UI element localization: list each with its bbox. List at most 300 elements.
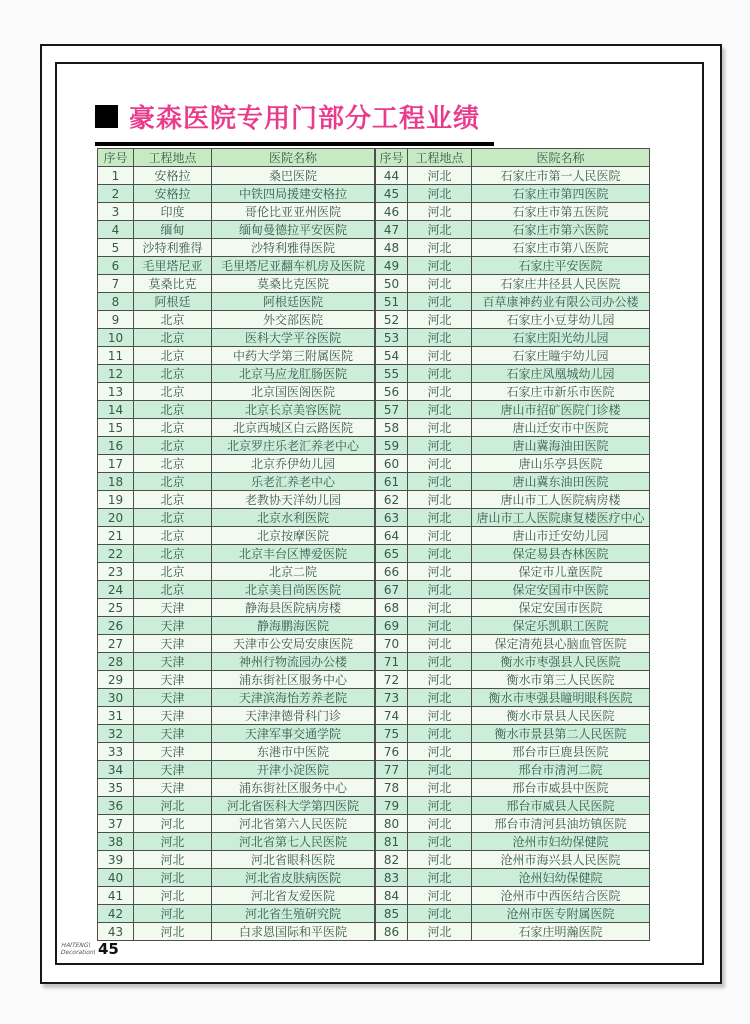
location-cell: 河北 bbox=[408, 437, 472, 455]
title-bullet-square bbox=[95, 105, 118, 128]
row-number-cell: 42 bbox=[98, 905, 134, 923]
table-row bbox=[376, 509, 650, 527]
hospital-name-cell: 石家庄井径县人民医院 bbox=[472, 275, 650, 293]
location-cell: 北京 bbox=[134, 563, 212, 581]
table-row bbox=[98, 293, 375, 311]
hospital-name-cell: 缅甸曼德拉平安医院 bbox=[212, 221, 375, 239]
location-cell: 天津 bbox=[134, 707, 212, 725]
table-row bbox=[98, 221, 375, 239]
hospital-name-cell: 北京长京美容医院 bbox=[212, 401, 375, 419]
row-number-cell: 1 bbox=[98, 167, 134, 185]
location-cell: 北京 bbox=[134, 365, 212, 383]
table-row bbox=[98, 455, 375, 473]
table-row bbox=[98, 473, 375, 491]
row-number-cell: 80 bbox=[376, 815, 408, 833]
location-cell: 河北 bbox=[408, 761, 472, 779]
table-row bbox=[98, 851, 375, 869]
row-number-cell: 25 bbox=[98, 599, 134, 617]
location-cell: 北京 bbox=[134, 491, 212, 509]
row-number-cell: 65 bbox=[376, 545, 408, 563]
table-row bbox=[376, 743, 650, 761]
hospital-name-cell: 沧州市妇幼保健院 bbox=[472, 833, 650, 851]
hospital-name-cell: 石家庄市第五医院 bbox=[472, 203, 650, 221]
table-row bbox=[376, 347, 650, 365]
location-cell: 北京 bbox=[134, 437, 212, 455]
row-number-cell: 70 bbox=[376, 635, 408, 653]
location-cell: 河北 bbox=[408, 383, 472, 401]
hospital-name-cell: 中药大学第三附属医院 bbox=[212, 347, 375, 365]
location-cell: 河北 bbox=[408, 851, 472, 869]
hospital-name-cell: 神州行物流园办公楼 bbox=[212, 653, 375, 671]
table-row bbox=[98, 761, 375, 779]
table-row bbox=[98, 437, 375, 455]
row-number-cell: 27 bbox=[98, 635, 134, 653]
row-number-cell: 26 bbox=[98, 617, 134, 635]
hospital-name-cell: 衡水市景县第二人民医院 bbox=[472, 725, 650, 743]
row-number-cell: 41 bbox=[98, 887, 134, 905]
hospital-name-cell: 北京美目尚医医院 bbox=[212, 581, 375, 599]
hospital-name-cell: 毛里塔尼亚翻车机房及医院 bbox=[212, 257, 375, 275]
location-cell: 河北 bbox=[408, 671, 472, 689]
table-row bbox=[376, 437, 650, 455]
location-cell: 河北 bbox=[408, 347, 472, 365]
table-row bbox=[98, 185, 375, 203]
table-row bbox=[376, 473, 650, 491]
location-cell: 天津 bbox=[134, 725, 212, 743]
row-number-cell: 15 bbox=[98, 419, 134, 437]
row-number-cell: 28 bbox=[98, 653, 134, 671]
table-row bbox=[98, 815, 375, 833]
row-number-cell: 29 bbox=[98, 671, 134, 689]
row-number-cell: 50 bbox=[376, 275, 408, 293]
hospital-name-cell: 天津军事交通学院 bbox=[212, 725, 375, 743]
row-number-cell: 39 bbox=[98, 851, 134, 869]
row-number-cell: 77 bbox=[376, 761, 408, 779]
row-number-cell: 2 bbox=[98, 185, 134, 203]
table-row bbox=[376, 239, 650, 257]
hospital-name-cell: 河北省第六人民医院 bbox=[212, 815, 375, 833]
hospital-name-cell: 浦东街社区服务中心 bbox=[212, 671, 375, 689]
hospital-name-cell: 莫桑比克医院 bbox=[212, 275, 375, 293]
row-number-cell: 68 bbox=[376, 599, 408, 617]
row-number-cell: 57 bbox=[376, 401, 408, 419]
row-number-cell: 11 bbox=[98, 347, 134, 365]
hospital-name-cell: 保定安国市医院 bbox=[472, 599, 650, 617]
table-row bbox=[376, 671, 650, 689]
hospital-name-cell: 外交部医院 bbox=[212, 311, 375, 329]
row-number-cell: 63 bbox=[376, 509, 408, 527]
table-row bbox=[98, 509, 375, 527]
hospital-name-cell: 北京罗庄乐老汇养老中心 bbox=[212, 437, 375, 455]
hospital-name-cell: 唐山市招矿医院门诊楼 bbox=[472, 401, 650, 419]
table-row bbox=[376, 203, 650, 221]
location-cell: 北京 bbox=[134, 329, 212, 347]
hospital-name-cell: 沧州妇幼保健院 bbox=[472, 869, 650, 887]
hospital-name-cell: 老教协天洋幼儿园 bbox=[212, 491, 375, 509]
row-number-cell: 52 bbox=[376, 311, 408, 329]
hospital-name-cell: 白求恩国际和平医院 bbox=[212, 923, 375, 941]
table-row bbox=[376, 383, 650, 401]
hospital-name-cell: 河北省生殖研究院 bbox=[212, 905, 375, 923]
table-row bbox=[98, 239, 375, 257]
location-cell: 河北 bbox=[408, 419, 472, 437]
hospital-name-cell: 沙特利雅得医院 bbox=[212, 239, 375, 257]
table-row bbox=[98, 545, 375, 563]
col-header-hospital: 医院名称 bbox=[212, 149, 375, 167]
row-number-cell: 3 bbox=[98, 203, 134, 221]
table-row bbox=[376, 581, 650, 599]
row-number-cell: 18 bbox=[98, 473, 134, 491]
row-number-cell: 21 bbox=[98, 527, 134, 545]
hospital-name-cell: 石家庄市第一人民医院 bbox=[472, 167, 650, 185]
location-cell: 河北 bbox=[408, 401, 472, 419]
location-cell: 北京 bbox=[134, 473, 212, 491]
table-row bbox=[376, 563, 650, 581]
hospital-name-cell: 哥伦比亚亚州医院 bbox=[212, 203, 375, 221]
hospital-name-cell: 石家庄市新乐市医院 bbox=[472, 383, 650, 401]
hospital-name-cell: 北京按摩医院 bbox=[212, 527, 375, 545]
table-row bbox=[376, 887, 650, 905]
location-cell: 河北 bbox=[408, 203, 472, 221]
table-row bbox=[376, 635, 650, 653]
brand-logo-line1: HAITENG\ bbox=[61, 942, 91, 950]
location-cell: 缅甸 bbox=[134, 221, 212, 239]
table-row bbox=[98, 599, 375, 617]
table-row bbox=[376, 689, 650, 707]
row-number-cell: 82 bbox=[376, 851, 408, 869]
table-row bbox=[376, 401, 650, 419]
table-row bbox=[98, 581, 375, 599]
row-number-cell: 59 bbox=[376, 437, 408, 455]
hospital-name-cell: 沧州市海兴县人民医院 bbox=[472, 851, 650, 869]
table-row bbox=[376, 311, 650, 329]
hospital-name-cell: 北京西城区白云路医院 bbox=[212, 419, 375, 437]
hospital-name-cell: 河北省皮肤病医院 bbox=[212, 869, 375, 887]
hospital-name-cell: 唐山市工人医院病房楼 bbox=[472, 491, 650, 509]
table-row bbox=[376, 797, 650, 815]
location-cell: 阿根廷 bbox=[134, 293, 212, 311]
row-number-cell: 24 bbox=[98, 581, 134, 599]
hospital-name-cell: 邢台市威县中医院 bbox=[472, 779, 650, 797]
hospital-name-cell: 医科大学平谷医院 bbox=[212, 329, 375, 347]
table-row bbox=[98, 527, 375, 545]
location-cell: 河北 bbox=[408, 293, 472, 311]
table-row bbox=[98, 329, 375, 347]
row-number-cell: 17 bbox=[98, 455, 134, 473]
table-row bbox=[376, 293, 650, 311]
table-row bbox=[376, 617, 650, 635]
table-row bbox=[376, 491, 650, 509]
row-number-cell: 6 bbox=[98, 257, 134, 275]
location-cell: 河北 bbox=[408, 707, 472, 725]
col-header-no: 序号 bbox=[376, 149, 408, 167]
table-row bbox=[98, 869, 375, 887]
location-cell: 河北 bbox=[134, 815, 212, 833]
table-row bbox=[376, 185, 650, 203]
location-cell: 河北 bbox=[134, 923, 212, 941]
location-cell: 北京 bbox=[134, 311, 212, 329]
table-row bbox=[376, 725, 650, 743]
hospital-name-cell: 中铁四局援建安格拉 bbox=[212, 185, 375, 203]
table-row bbox=[376, 815, 650, 833]
hospital-name-cell: 唐山冀海油田医院 bbox=[472, 437, 650, 455]
location-cell: 河北 bbox=[408, 653, 472, 671]
row-number-cell: 67 bbox=[376, 581, 408, 599]
location-cell: 河北 bbox=[408, 185, 472, 203]
hospital-name-cell: 天津滨海怡芳养老院 bbox=[212, 689, 375, 707]
hospital-name-cell: 石家庄阳光幼儿园 bbox=[472, 329, 650, 347]
row-number-cell: 45 bbox=[376, 185, 408, 203]
location-cell: 天津 bbox=[134, 779, 212, 797]
hospital-name-cell: 北京乔伊幼儿园 bbox=[212, 455, 375, 473]
table-row bbox=[98, 203, 375, 221]
hospital-name-cell: 天津市公安局安康医院 bbox=[212, 635, 375, 653]
table-row bbox=[98, 653, 375, 671]
col-header-hospital: 医院名称 bbox=[472, 149, 650, 167]
table-row bbox=[376, 221, 650, 239]
hospital-name-cell: 开津小淀医院 bbox=[212, 761, 375, 779]
location-cell: 河北 bbox=[408, 545, 472, 563]
hospital-name-cell: 衡水市枣强县人民医院 bbox=[472, 653, 650, 671]
table-row bbox=[98, 563, 375, 581]
header-row bbox=[376, 149, 650, 167]
row-number-cell: 48 bbox=[376, 239, 408, 257]
location-cell: 河北 bbox=[408, 599, 472, 617]
table-row bbox=[98, 383, 375, 401]
hospital-name-cell: 保定市儿童医院 bbox=[472, 563, 650, 581]
table-row bbox=[376, 851, 650, 869]
table-row bbox=[376, 923, 650, 941]
hospital-name-cell: 石家庄市第四医院 bbox=[472, 185, 650, 203]
location-cell: 河北 bbox=[408, 275, 472, 293]
location-cell: 安格拉 bbox=[134, 185, 212, 203]
hospital-name-cell: 邢台市清河二院 bbox=[472, 761, 650, 779]
table-row bbox=[98, 725, 375, 743]
table-row bbox=[98, 275, 375, 293]
location-cell: 河北 bbox=[408, 221, 472, 239]
hospital-name-cell: 百草康神药业有限公司办公楼 bbox=[472, 293, 650, 311]
hospital-name-cell: 石家庄市第六医院 bbox=[472, 221, 650, 239]
row-number-cell: 73 bbox=[376, 689, 408, 707]
row-number-cell: 55 bbox=[376, 365, 408, 383]
hospital-name-cell: 石家庄小豆芽幼儿园 bbox=[472, 311, 650, 329]
location-cell: 天津 bbox=[134, 689, 212, 707]
location-cell: 河北 bbox=[134, 869, 212, 887]
hospital-name-cell: 保定易县杏林医院 bbox=[472, 545, 650, 563]
table-row bbox=[98, 689, 375, 707]
location-cell: 天津 bbox=[134, 653, 212, 671]
hospital-name-cell: 石家庄明瀚医院 bbox=[472, 923, 650, 941]
row-number-cell: 35 bbox=[98, 779, 134, 797]
row-number-cell: 32 bbox=[98, 725, 134, 743]
table-row bbox=[98, 419, 375, 437]
hospital-name-cell: 石家庄凤凰城幼儿园 bbox=[472, 365, 650, 383]
row-number-cell: 76 bbox=[376, 743, 408, 761]
location-cell: 天津 bbox=[134, 761, 212, 779]
location-cell: 河北 bbox=[408, 779, 472, 797]
location-cell: 河北 bbox=[408, 311, 472, 329]
table-row bbox=[376, 905, 650, 923]
row-number-cell: 34 bbox=[98, 761, 134, 779]
table-row bbox=[98, 797, 375, 815]
row-number-cell: 64 bbox=[376, 527, 408, 545]
location-cell: 河北 bbox=[134, 905, 212, 923]
location-cell: 天津 bbox=[134, 599, 212, 617]
hospital-name-cell: 唐山市迁安幼儿园 bbox=[472, 527, 650, 545]
table-row bbox=[98, 743, 375, 761]
hospital-name-cell: 河北省第七人民医院 bbox=[212, 833, 375, 851]
location-cell: 天津 bbox=[134, 635, 212, 653]
location-cell: 北京 bbox=[134, 419, 212, 437]
table-row bbox=[376, 779, 650, 797]
row-number-cell: 31 bbox=[98, 707, 134, 725]
row-number-cell: 19 bbox=[98, 491, 134, 509]
table-row bbox=[376, 707, 650, 725]
table-row bbox=[376, 761, 650, 779]
col-header-no: 序号 bbox=[98, 149, 134, 167]
table-row bbox=[376, 599, 650, 617]
location-cell: 北京 bbox=[134, 347, 212, 365]
location-cell: 河北 bbox=[408, 455, 472, 473]
hospital-name-cell: 石家庄平安医院 bbox=[472, 257, 650, 275]
table-row bbox=[98, 905, 375, 923]
row-number-cell: 12 bbox=[98, 365, 134, 383]
table-row bbox=[376, 527, 650, 545]
location-cell: 河北 bbox=[408, 869, 472, 887]
projects-table-left bbox=[97, 148, 375, 941]
location-cell: 河北 bbox=[408, 509, 472, 527]
hospital-name-cell: 天津津德骨科门诊 bbox=[212, 707, 375, 725]
table-row bbox=[376, 455, 650, 473]
row-number-cell: 4 bbox=[98, 221, 134, 239]
location-cell: 河北 bbox=[408, 257, 472, 275]
table-row bbox=[98, 257, 375, 275]
row-number-cell: 13 bbox=[98, 383, 134, 401]
location-cell: 北京 bbox=[134, 581, 212, 599]
table-row bbox=[98, 833, 375, 851]
row-number-cell: 10 bbox=[98, 329, 134, 347]
row-number-cell: 20 bbox=[98, 509, 134, 527]
location-cell: 天津 bbox=[134, 743, 212, 761]
hospital-name-cell: 唐山市工人医院康复楼医疗中心 bbox=[472, 509, 650, 527]
hospital-name-cell: 唐山乐亭县医院 bbox=[472, 455, 650, 473]
row-number-cell: 44 bbox=[376, 167, 408, 185]
row-number-cell: 9 bbox=[98, 311, 134, 329]
hospital-name-cell: 邢台市巨鹿县医院 bbox=[472, 743, 650, 761]
location-cell: 河北 bbox=[408, 743, 472, 761]
header-row bbox=[98, 149, 375, 167]
row-number-cell: 69 bbox=[376, 617, 408, 635]
row-number-cell: 33 bbox=[98, 743, 134, 761]
row-number-cell: 66 bbox=[376, 563, 408, 581]
location-cell: 河北 bbox=[134, 851, 212, 869]
table-row bbox=[98, 401, 375, 419]
row-number-cell: 49 bbox=[376, 257, 408, 275]
table-row bbox=[98, 635, 375, 653]
row-number-cell: 8 bbox=[98, 293, 134, 311]
row-number-cell: 30 bbox=[98, 689, 134, 707]
page-title-block bbox=[95, 98, 494, 146]
table-row bbox=[98, 671, 375, 689]
hospital-name-cell: 东港市中医院 bbox=[212, 743, 375, 761]
location-cell: 河北 bbox=[408, 617, 472, 635]
row-number-cell: 36 bbox=[98, 797, 134, 815]
location-cell: 河北 bbox=[408, 239, 472, 257]
hospital-name-cell: 河北省医科大学第四医院 bbox=[212, 797, 375, 815]
location-cell: 北京 bbox=[134, 545, 212, 563]
hospital-name-cell: 桑巴医院 bbox=[212, 167, 375, 185]
location-cell: 北京 bbox=[134, 383, 212, 401]
row-number-cell: 37 bbox=[98, 815, 134, 833]
row-number-cell: 22 bbox=[98, 545, 134, 563]
right-tbody bbox=[376, 167, 650, 941]
row-number-cell: 54 bbox=[376, 347, 408, 365]
row-number-cell: 81 bbox=[376, 833, 408, 851]
location-cell: 北京 bbox=[134, 401, 212, 419]
location-cell: 河北 bbox=[408, 689, 472, 707]
row-number-cell: 62 bbox=[376, 491, 408, 509]
brand-logo bbox=[60, 943, 96, 957]
row-number-cell: 46 bbox=[376, 203, 408, 221]
row-number-cell: 23 bbox=[98, 563, 134, 581]
hospital-name-cell: 邢台市威县人民医院 bbox=[472, 797, 650, 815]
row-number-cell: 47 bbox=[376, 221, 408, 239]
table-row bbox=[98, 617, 375, 635]
row-number-cell: 85 bbox=[376, 905, 408, 923]
hospital-name-cell: 静海鹏海医院 bbox=[212, 617, 375, 635]
table-row bbox=[98, 347, 375, 365]
hospital-name-cell: 阿根廷医院 bbox=[212, 293, 375, 311]
projects-table-right bbox=[375, 148, 650, 941]
footer bbox=[61, 942, 119, 957]
table-row bbox=[98, 491, 375, 509]
row-number-cell: 40 bbox=[98, 869, 134, 887]
table-row bbox=[98, 779, 375, 797]
page-inner-border bbox=[55, 62, 704, 965]
table-row bbox=[376, 419, 650, 437]
row-number-cell: 86 bbox=[376, 923, 408, 941]
page-outer-border bbox=[40, 44, 722, 984]
hospital-name-cell: 乐老汇养老中心 bbox=[212, 473, 375, 491]
table-row bbox=[98, 887, 375, 905]
location-cell: 河北 bbox=[408, 833, 472, 851]
row-number-cell: 53 bbox=[376, 329, 408, 347]
hospital-name-cell: 保定清苑县心脑血管医院 bbox=[472, 635, 650, 653]
row-number-cell: 56 bbox=[376, 383, 408, 401]
hospital-name-cell: 河北省友爱医院 bbox=[212, 887, 375, 905]
hospital-name-cell: 河北省眼科医院 bbox=[212, 851, 375, 869]
hospital-name-cell: 保定安国市中医院 bbox=[472, 581, 650, 599]
row-number-cell: 38 bbox=[98, 833, 134, 851]
hospital-name-cell: 石家庄瞳宇幼儿园 bbox=[472, 347, 650, 365]
hospital-name-cell: 唐山迁安市中医院 bbox=[472, 419, 650, 437]
hospital-name-cell: 北京马应龙肛肠医院 bbox=[212, 365, 375, 383]
location-cell: 北京 bbox=[134, 509, 212, 527]
hospital-name-cell: 沧州市中西医结合医院 bbox=[472, 887, 650, 905]
col-header-location: 工程地点 bbox=[134, 149, 212, 167]
brand-logo-line2: Decoration\ bbox=[60, 949, 97, 957]
table-row bbox=[376, 833, 650, 851]
table-row bbox=[98, 167, 375, 185]
row-number-cell: 14 bbox=[98, 401, 134, 419]
hospital-name-cell: 衡水市景县人民医院 bbox=[472, 707, 650, 725]
location-cell: 天津 bbox=[134, 671, 212, 689]
location-cell: 河北 bbox=[408, 563, 472, 581]
hospital-name-cell: 唐山冀东油田医院 bbox=[472, 473, 650, 491]
hospital-name-cell: 北京丰台区博爱医院 bbox=[212, 545, 375, 563]
table-row bbox=[376, 329, 650, 347]
row-number-cell: 75 bbox=[376, 725, 408, 743]
